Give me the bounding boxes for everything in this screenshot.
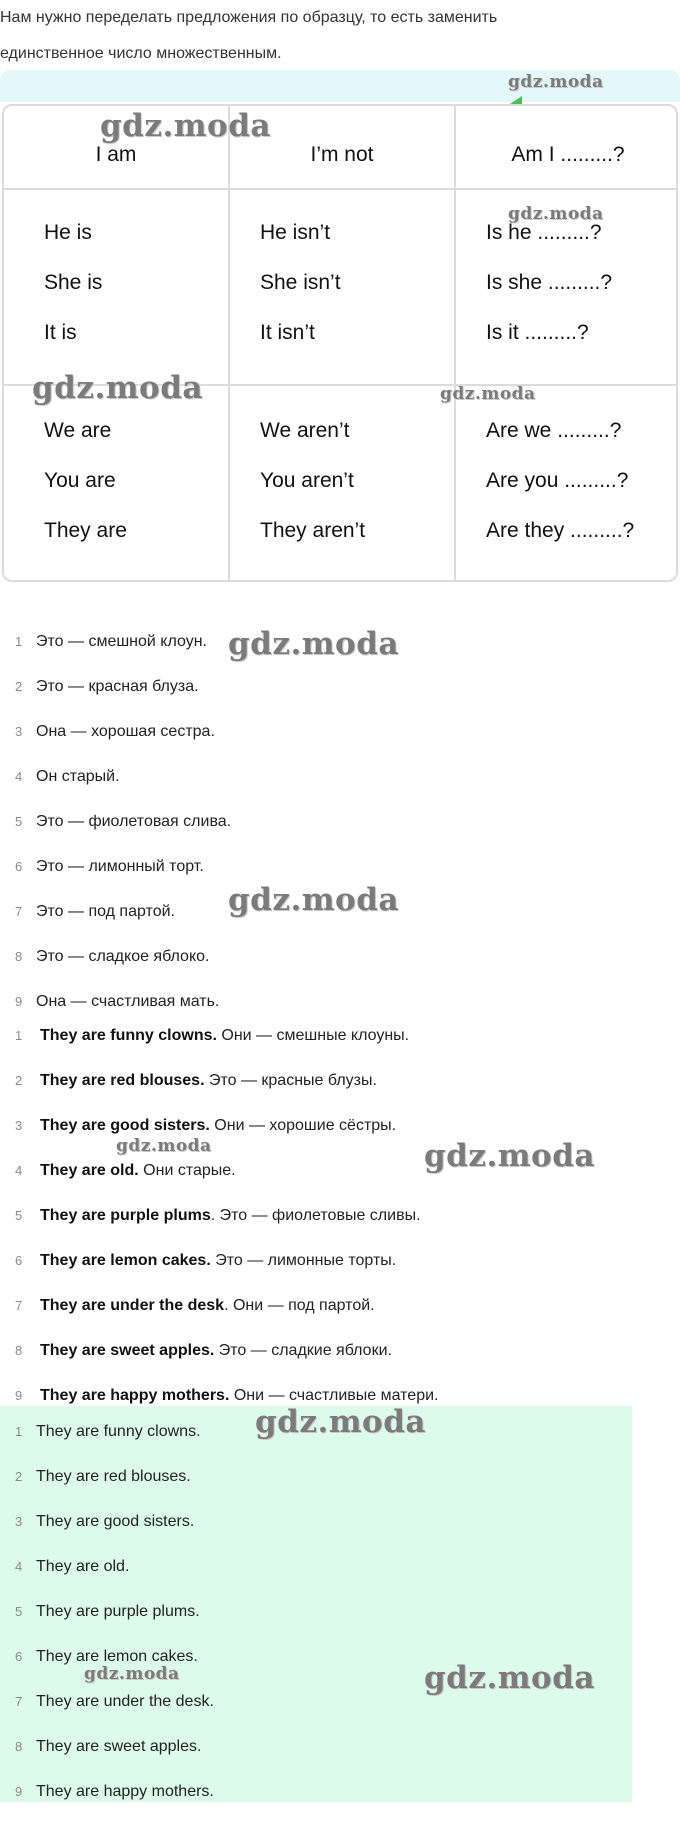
- watermark: gdz.moda: [116, 1136, 212, 1156]
- table-cell: We aren’t: [260, 419, 350, 442]
- list-item: [0, 1511, 640, 1533]
- list-item: [0, 1025, 640, 1047]
- watermark: gdz.moda: [228, 882, 399, 918]
- item-number: 1: [15, 1424, 23, 1439]
- watermark: gdz.moda: [32, 370, 203, 406]
- table-cell: You aren’t: [260, 469, 354, 492]
- list-item: [0, 766, 640, 788]
- table-cell: It is: [44, 321, 77, 344]
- watermark: gdz.moda: [424, 1660, 595, 1696]
- table-cell: Is it .........?: [486, 321, 589, 344]
- item-number: 9: [15, 994, 23, 1009]
- table-cell: Are we .........?: [486, 419, 622, 442]
- table-divider: [4, 188, 676, 190]
- watermark: gdz.moda: [424, 1138, 595, 1174]
- item-number: 1: [15, 1028, 23, 1043]
- item-number: 9: [15, 1784, 23, 1799]
- item-text: They are happy mothers.: [36, 1783, 214, 1800]
- intro-line-1: Нам нужно переделать предложения по образцу, то есть заменить: [0, 9, 498, 26]
- item-text: They are sweet apples.: [36, 1738, 202, 1755]
- table-header-strip: [0, 70, 680, 102]
- list-item: [0, 676, 640, 698]
- table-cell: She is: [44, 271, 103, 294]
- item-number: 3: [15, 1514, 23, 1529]
- item-number: 8: [15, 1739, 23, 1754]
- list-item: [0, 1115, 640, 1137]
- green-marker-icon: [510, 96, 522, 104]
- watermark: gdz.moda: [508, 72, 604, 92]
- watermark: gdz.moda: [228, 626, 399, 662]
- item-number: 9: [15, 1388, 23, 1403]
- item-number: 2: [15, 679, 23, 694]
- table-cell: You are: [44, 469, 116, 492]
- table-cell: She isn’t: [260, 271, 341, 294]
- list-item: [0, 1601, 640, 1623]
- list-item: [0, 1736, 640, 1758]
- russian-sentence: . Это — фиолетовые сливы.: [210, 1207, 421, 1224]
- item-number: 7: [15, 1298, 23, 1313]
- item-number: 6: [15, 1253, 23, 1268]
- item-number: 4: [15, 1163, 23, 1178]
- item-number: 1: [15, 634, 23, 649]
- table-cell: Are you .........?: [486, 469, 629, 492]
- item-text: Это — сладкое яблоко.: [36, 948, 210, 965]
- list-item: [0, 1646, 640, 1668]
- item-number: 5: [15, 814, 23, 829]
- list-item: [0, 1070, 640, 1092]
- item-number: 2: [15, 1469, 23, 1484]
- list-item: [0, 721, 640, 743]
- table-cell: Is he .........?: [486, 221, 602, 244]
- russian-sentence: Это — лимонные торты.: [215, 1252, 397, 1269]
- list-item: [0, 946, 640, 968]
- item-number: 8: [15, 1343, 23, 1358]
- russian-sentence: Они старые.: [143, 1162, 236, 1179]
- list-item: [0, 901, 640, 923]
- item-text: Это — фиолетовая слива.: [36, 813, 232, 830]
- list-item: [0, 811, 640, 833]
- english-sentence: They are under the desk: [40, 1297, 225, 1314]
- list-item: [0, 1250, 640, 1272]
- table-divider: [4, 384, 676, 386]
- list-item: [0, 1340, 640, 1362]
- list-item: [0, 1466, 640, 1488]
- item-text: They are lemon cakes.: [36, 1648, 198, 1665]
- english-sentence: They are sweet apples.: [40, 1342, 215, 1359]
- item-number: 6: [15, 859, 23, 874]
- english-sentence: They are funny clowns.: [40, 1027, 217, 1044]
- english-sentence: They are lemon cakes.: [40, 1252, 211, 1269]
- table-cell: He isn’t: [260, 221, 331, 244]
- table-divider: [228, 106, 230, 580]
- item-text: Она — хорошая сестра.: [36, 723, 215, 740]
- list-item: [0, 631, 640, 653]
- list-item: [0, 1385, 640, 1407]
- item-text: They are funny clowns.: [36, 1423, 201, 1440]
- list-item: [0, 1556, 640, 1578]
- item-number: 2: [15, 1073, 23, 1088]
- english-sentence: They are happy mothers.: [40, 1387, 230, 1404]
- item-text: They are good sisters.: [36, 1513, 195, 1530]
- item-text: Он старый.: [36, 768, 120, 785]
- item-text: They are under the desk.: [36, 1693, 214, 1710]
- item-number: 8: [15, 949, 23, 964]
- table-cell: They aren’t: [260, 519, 366, 542]
- table-cell: It isn’t: [260, 321, 315, 344]
- item-number: 7: [15, 904, 23, 919]
- item-text: Она — счастливая мать.: [36, 993, 220, 1010]
- item-number: 6: [15, 1649, 23, 1664]
- english-sentence: They are old.: [40, 1162, 139, 1179]
- item-number: 3: [15, 1118, 23, 1133]
- russian-sentence: . Они — под партой.: [224, 1297, 375, 1314]
- list-item: [0, 1205, 640, 1227]
- item-number: 4: [15, 769, 23, 784]
- table-header-question: Am I .........?: [511, 143, 625, 166]
- russian-sentence: Они — хорошие сёстры.: [214, 1117, 397, 1134]
- list-item: [0, 1421, 640, 1443]
- english-sentence: They are good sisters.: [40, 1117, 210, 1134]
- russian-sentence: Это — красные блузы.: [208, 1072, 377, 1089]
- item-text: Это — смешной клоун.: [36, 633, 207, 650]
- list-item: [0, 856, 640, 878]
- table-cell: He is: [44, 221, 92, 244]
- english-sentence: They are purple plums: [40, 1207, 211, 1224]
- item-number: 4: [15, 1559, 23, 1574]
- watermark: gdz.moda: [508, 204, 604, 224]
- item-text: They are purple plums.: [36, 1603, 200, 1620]
- table-header-affirmative: I am: [95, 143, 137, 166]
- item-text: Это — лимонный торт.: [36, 858, 204, 875]
- item-number: 3: [15, 724, 23, 739]
- table-header-negative: I’m not: [310, 143, 374, 166]
- russian-sentence: Они — смешные клоуны.: [221, 1027, 410, 1044]
- item-text: Это — под партой.: [36, 903, 175, 920]
- item-number: 5: [15, 1604, 23, 1619]
- watermark: gdz.moda: [440, 384, 536, 404]
- list-item: [0, 1691, 640, 1713]
- grammar-table: [2, 104, 678, 582]
- item-text: They are old.: [36, 1558, 130, 1575]
- english-sentence: They are red blouses.: [40, 1072, 205, 1089]
- table-cell: They are: [44, 519, 127, 542]
- item-text: They are red blouses.: [36, 1468, 191, 1485]
- list-item: [0, 1160, 640, 1182]
- watermark: gdz.moda: [84, 1664, 180, 1684]
- russian-sentence: Это — сладкие яблоки.: [218, 1342, 392, 1359]
- item-text: Это — красная блуза.: [36, 678, 199, 695]
- item-number: 5: [15, 1208, 23, 1223]
- intro-line-2: единственное число множественным.: [0, 45, 282, 62]
- list-item: [0, 1295, 640, 1317]
- list-item: [0, 1781, 640, 1803]
- russian-sentence: Они — счастливые матери.: [233, 1387, 439, 1404]
- table-cell: We are: [44, 419, 112, 442]
- watermark: gdz.moda: [100, 108, 271, 144]
- table-cell: Are they .........?: [486, 519, 635, 542]
- watermark: gdz.moda: [255, 1404, 426, 1440]
- list-item: [0, 991, 640, 1013]
- table-divider: [454, 106, 456, 580]
- item-number: 7: [15, 1694, 23, 1709]
- table-cell: Is she .........?: [486, 271, 613, 294]
